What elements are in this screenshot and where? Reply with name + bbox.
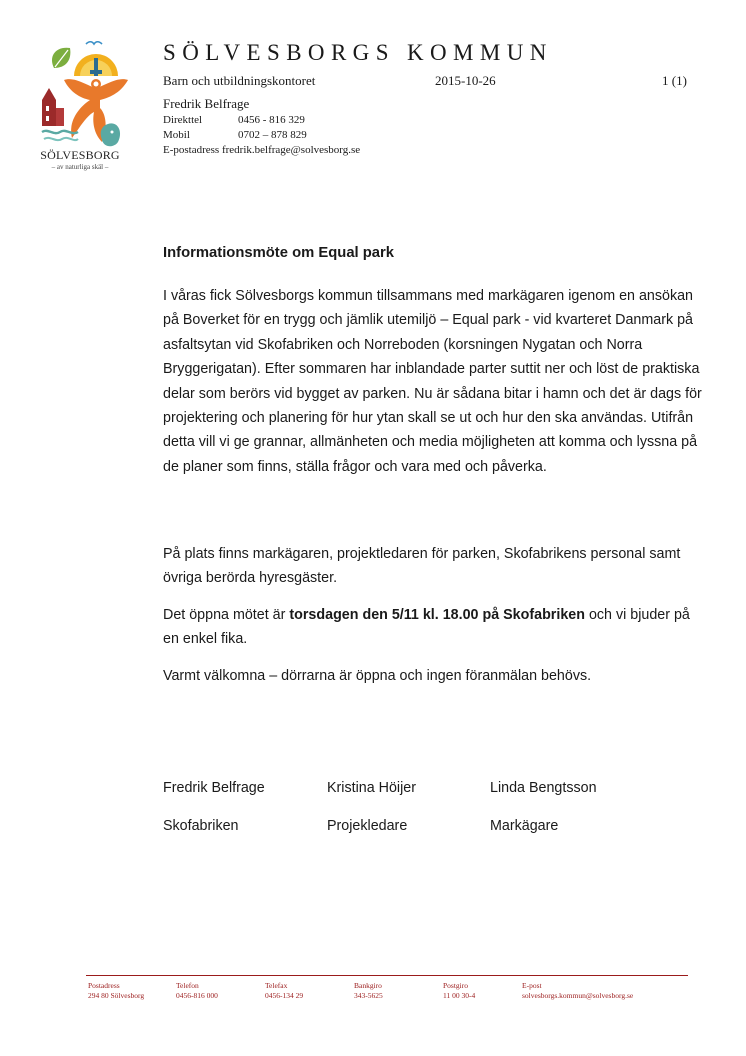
footer-label: Postgiro	[443, 981, 469, 990]
footer-value: 0456-134 29	[265, 991, 304, 1000]
paragraph-4: Varmt välkomna – dörrarna är öppna och ingen föranmälan behövs.	[163, 668, 592, 684]
signature-name: Fredrik Belfrage	[163, 780, 265, 796]
fish-icon	[101, 123, 120, 146]
paragraph-meeting-time	[163, 603, 703, 652]
footer-bankgiro	[354, 981, 383, 1001]
paragraph-1: I våras fick Sölvesborgs kommun tillsammans med markägaren igenom en ansökan på Boverket för en trygg och jämlik utemiljö – Equal park - vid kvarteret Danmark på asfaltsytan vid Skofabriken och Norreboden (korsningen Nygatan och Norra Bryggerigatan). Efter sommaren har inblandade parter suttit ner och löst de praktiska delar som berörs vid bygget av parken. Nu är sådana bitar i hamn och det är dags för projektering och planering för hur ytan skall se ut och hur den ska användas. Utifrån detta vill vi ge grannar, allmänheten och media möjligheten att komma och lyssna på de planer som finns, ställa frågor och vara med och påverka.	[163, 288, 702, 475]
paragraph-intro	[163, 284, 703, 479]
footer-phone	[176, 981, 218, 1001]
logo-wordmark: SÖLVESBORG	[40, 148, 120, 162]
letter-date: 2015-10-26	[435, 73, 496, 88]
footer-email	[522, 981, 633, 1001]
footer-label: Postadress	[88, 981, 120, 990]
contact-label: E-postadress	[163, 144, 220, 156]
signature-role: Projekledare	[327, 818, 408, 834]
footer-fax	[265, 981, 303, 1001]
contact-email	[163, 144, 360, 156]
footer-postgiro	[443, 981, 475, 1001]
meeting-date-emphasis: torsdagen den 5/11 kl. 18.00 på Skofabriken	[289, 607, 585, 623]
department: Barn och utbildningskontoret	[163, 73, 316, 88]
footer-divider	[86, 975, 688, 976]
paragraph-3-before: Det öppna mötet är	[163, 607, 290, 623]
signature-name: Linda Bengtsson	[490, 780, 597, 796]
letter-title: Informationsmöte om Equal park	[163, 245, 395, 261]
paragraph-3	[163, 603, 703, 652]
contact-value: 0702 – 878 829	[238, 129, 307, 141]
bird-icon	[86, 42, 102, 44]
footer-postal-address	[88, 981, 144, 1001]
signature-name: Kristina Höijer	[327, 780, 416, 796]
signature-role: Markägare	[490, 818, 559, 834]
contact-direct-phone	[163, 114, 305, 126]
contact-label: Mobil	[163, 129, 190, 141]
logo-tagline: – av naturliga skäl –	[51, 163, 109, 171]
footer-label: Bankgiro	[354, 981, 382, 990]
footer-value: solvesborgs.kommun@solvesborg.se	[522, 991, 634, 1000]
footer-value: 11 00 30-4	[443, 991, 476, 1000]
paragraph-2: På plats finns markägaren, projektledaren för parken, Skofabrikens personal samt övriga berörda hyresgäster.	[163, 546, 681, 587]
footer-value: 343-5625	[354, 991, 383, 1000]
contact-mobile	[163, 129, 307, 141]
footer-label: E-post	[522, 981, 542, 990]
paragraph-attendees	[163, 542, 703, 591]
contact-value: fredrik.belfrage@solvesborg.se	[221, 144, 361, 156]
page-number: 1 (1)	[662, 73, 687, 88]
footer-label: Telefon	[176, 981, 199, 990]
contact-label: Direkttel	[163, 114, 203, 126]
church-icon	[42, 88, 64, 126]
organization-name: SÖLVESBORGS KOMMUN	[163, 40, 553, 65]
sun-icon	[74, 54, 118, 76]
signature-role: Skofabriken	[163, 818, 239, 834]
footer-value: 0456-816 000	[176, 991, 218, 1000]
footer-label: Telefax	[265, 981, 288, 990]
paragraph-3-after: och vi bjuder på en enkel fika.	[163, 607, 690, 648]
paragraph-welcome	[163, 664, 703, 688]
contact-value: 0456 - 816 329	[238, 114, 305, 126]
footer-value: 294 80 Sölvesborg	[88, 991, 145, 1000]
leaf-icon	[52, 48, 70, 68]
sender-name: Fredrik Belfrage	[163, 96, 250, 111]
